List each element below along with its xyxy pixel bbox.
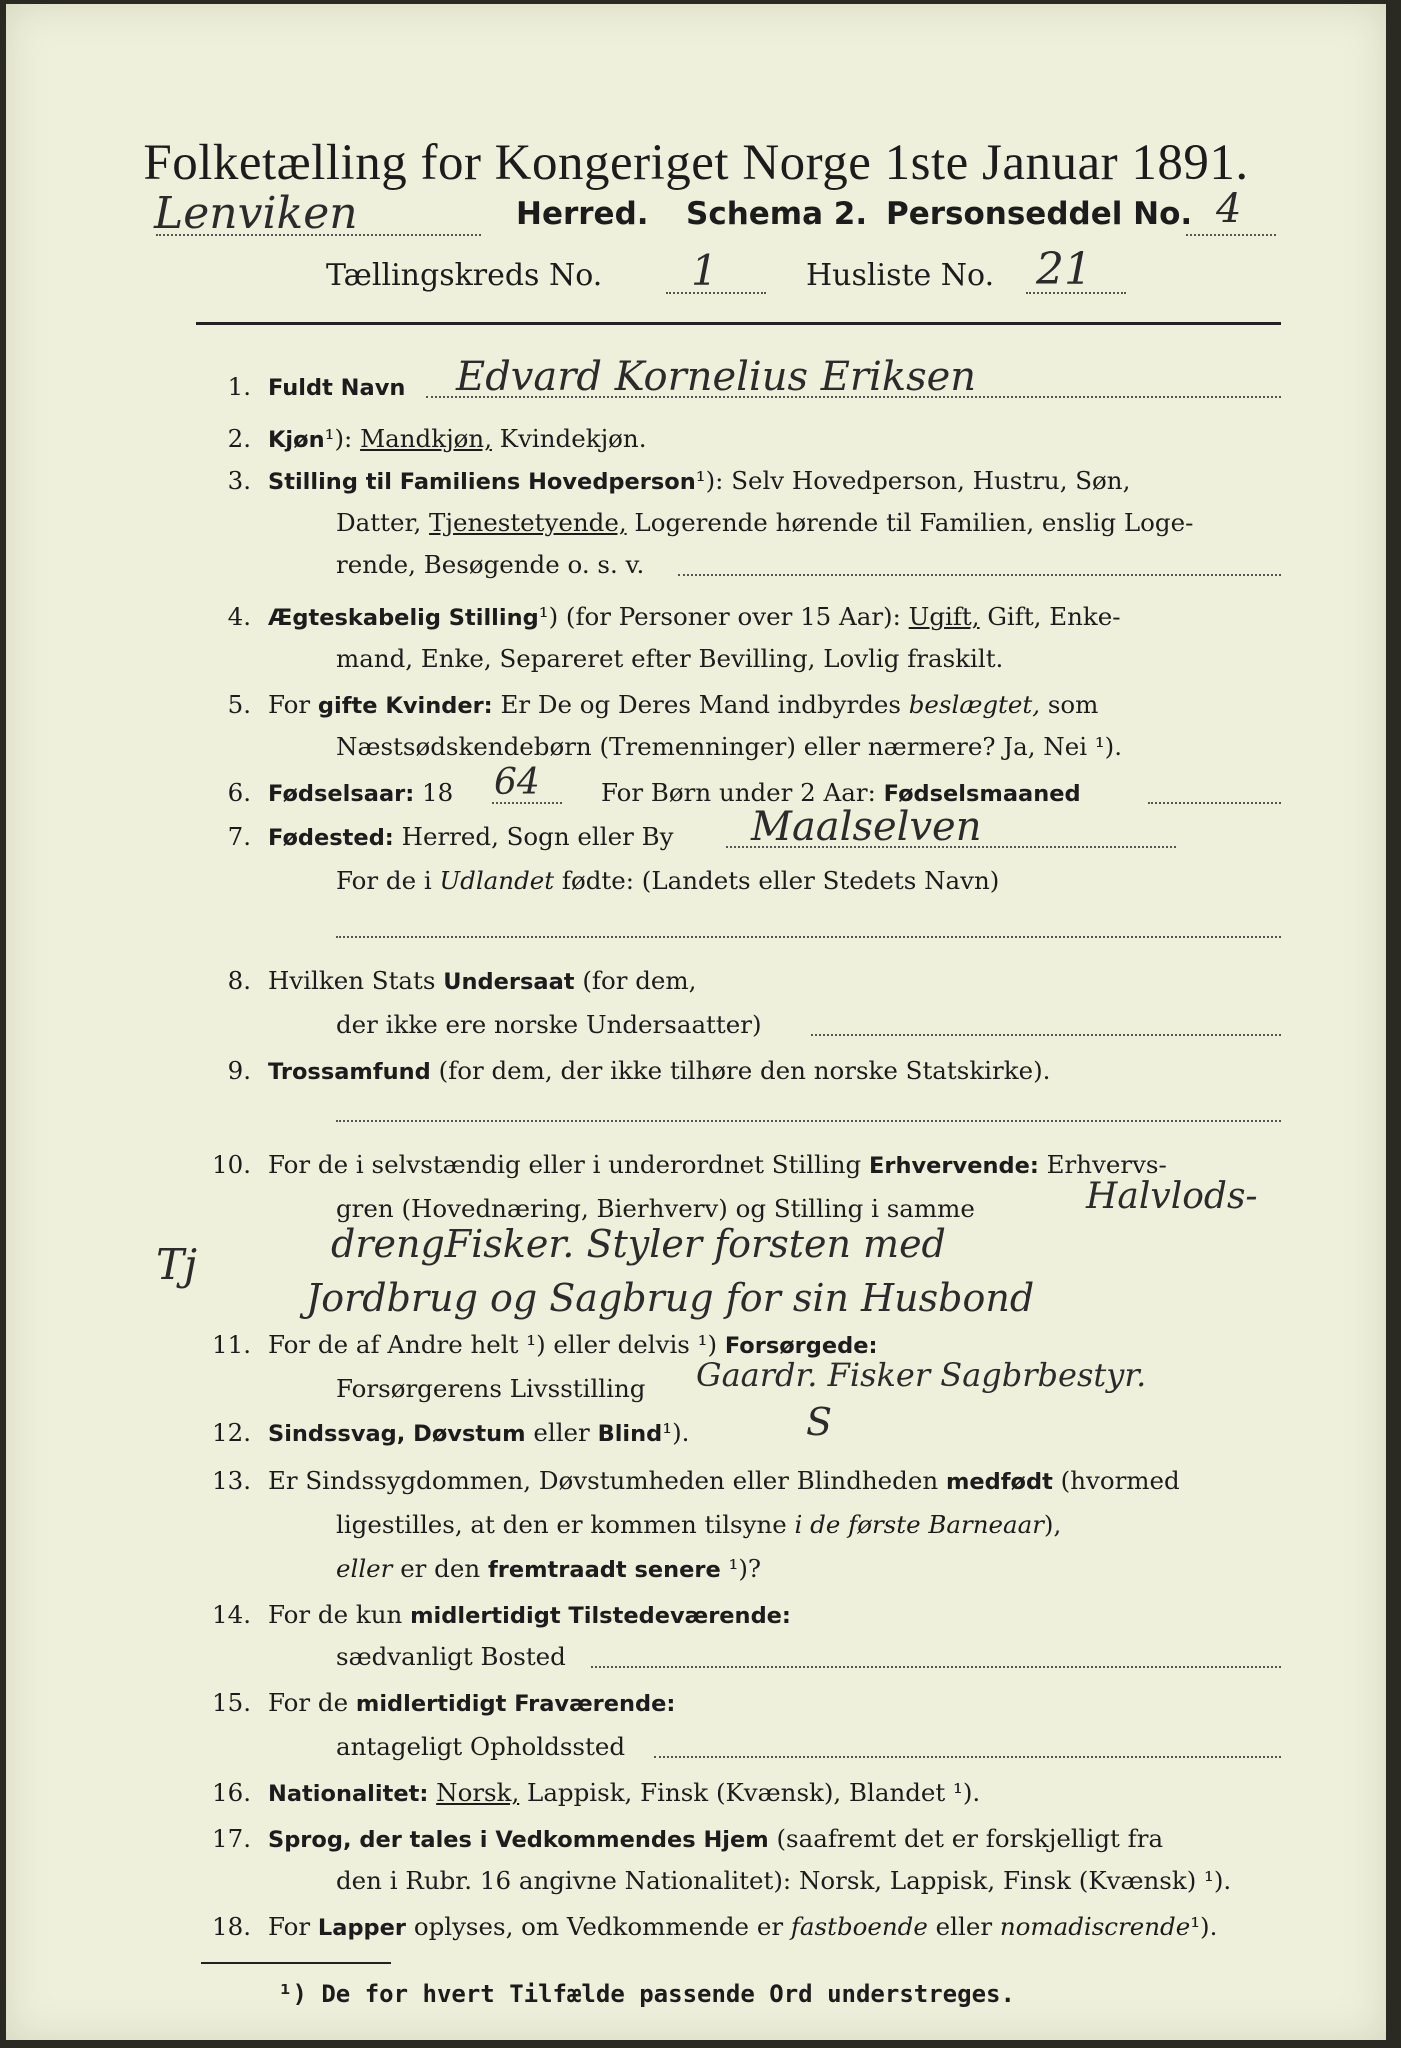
q1-label-text: Fuldt Navn xyxy=(268,375,406,401)
header-rule xyxy=(196,322,1281,325)
q17-line2: den i Rubr. 16 angivne Nationalitet): Norsk, Lappisk, Finsk (Kvænsk) ¹). xyxy=(336,1866,1232,1895)
q3-line2-rest: Logerende hørende til Familien, enslig Loge- xyxy=(634,508,1194,537)
q8-number: 8. xyxy=(227,966,251,995)
q2-number: 2. xyxy=(227,424,251,453)
q2-label: Kjøn xyxy=(268,427,325,453)
q11-label: Forsørgede: xyxy=(724,1333,878,1359)
q18-label: Lapper xyxy=(317,1915,407,1941)
q18-a: For xyxy=(268,1912,311,1941)
q2-option-kvindekjon: Kvindekjøn. xyxy=(499,424,647,453)
q17-line1 xyxy=(268,1824,1163,1853)
q13-line2: ligestilles, at den er kommen tilsyne i de første Barneaar), xyxy=(336,1510,1062,1539)
q13-line1 xyxy=(268,1466,1180,1495)
husliste-number: 21 xyxy=(1036,244,1092,295)
q16-number: 16. xyxy=(212,1778,251,1807)
q3-dotline xyxy=(678,574,1281,576)
q6-dotline xyxy=(492,802,562,804)
form-title: Folketælling for Kongeriget Norge 1ste Januar 1891. xyxy=(143,135,1249,191)
q15-line2: antageligt Opholdssted xyxy=(336,1732,625,1761)
q10-handwritten-3: Jordbrug og Sagbrug for sin Husbond xyxy=(306,1276,1035,1320)
q15-label: midlertidigt Fraværende: xyxy=(355,1691,676,1717)
q12-line1 xyxy=(268,1418,689,1447)
q9-label: Trossamfund xyxy=(268,1059,431,1085)
q18-end: ¹). xyxy=(1190,1912,1218,1941)
q3-line3: rende, Besøgende o. s. v. xyxy=(336,550,645,579)
schema-label: Schema 2. xyxy=(686,196,868,232)
q12-label2: Blind xyxy=(597,1421,663,1447)
q15-number: 15. xyxy=(212,1688,251,1717)
q17-rest: (saafremt det er forskjelligt fra xyxy=(776,1824,1164,1853)
q5-line2: Næstsødskendebørn (Tremenninger) eller nærmere? Ja, Nei ¹). xyxy=(336,732,1123,761)
q13-line3-b: fremtraadt senere xyxy=(487,1557,721,1583)
q10-margin-note: Tj xyxy=(156,1240,198,1289)
q6-label xyxy=(268,778,453,807)
q4-line2: mand, Enke, Separeret efter Bevilling, Lovlig fraskilt. xyxy=(336,644,1004,673)
q15-a: For de xyxy=(268,1688,349,1717)
personseddel-dotline xyxy=(1186,234,1276,236)
q8-label: Undersaat xyxy=(443,969,575,995)
herred-handwritten: Lenviken xyxy=(154,188,358,239)
q14-a: For de kun xyxy=(268,1600,403,1629)
footnote: ¹) De for hvert Tilfælde passende Ord understreges. xyxy=(278,1980,1015,2008)
q18-nomadiscrende: nomadiscrende xyxy=(999,1912,1191,1941)
q5-label: gifte Kvinder: xyxy=(317,693,493,719)
q10-handwritten-2: drengFisker. Styler forsten med xyxy=(331,1222,946,1266)
q14-dotline xyxy=(591,1666,1281,1668)
q13-line3 xyxy=(336,1554,761,1583)
q9-line1 xyxy=(268,1056,1050,1085)
q13-a: Er Sindssygdommen, Døvstumheden eller Blindheden xyxy=(268,1466,939,1495)
personseddel-label: Personseddel No. xyxy=(886,196,1193,232)
q16-rest: Lappisk, Finsk (Kvænsk), Blandet ¹). xyxy=(527,1778,981,1807)
q7-line2 xyxy=(336,866,999,895)
q13-line3-c: ¹)? xyxy=(728,1554,762,1583)
q5-for: For xyxy=(268,690,311,719)
q11-a: For de af Andre helt ¹) eller delvis ¹) xyxy=(268,1330,718,1359)
q6-dotline2 xyxy=(1148,802,1281,804)
q10-rest: Erhvervs- xyxy=(1046,1150,1167,1179)
q3-line2 xyxy=(336,508,1193,537)
header-line-kreds xyxy=(6,244,1386,302)
q7-label: Fødested: xyxy=(268,825,394,851)
q14-line1 xyxy=(268,1600,791,1629)
q16-option-norsk: Norsk, xyxy=(436,1778,520,1807)
q18-rest: oplyses, om Vedkommende er xyxy=(413,1912,784,1941)
q5-italic: beslægtet, xyxy=(908,690,1041,719)
kreds-number: 1 xyxy=(691,246,718,295)
q10-handwritten-1: Halvlods- xyxy=(1086,1176,1258,1217)
q4-rest2: Gift, Enke- xyxy=(987,602,1121,631)
q7-birthplace-handwritten: Maalselven xyxy=(751,804,982,850)
q7-line1 xyxy=(268,822,673,851)
q10-line1 xyxy=(268,1150,1167,1179)
q6-rest xyxy=(601,778,1081,807)
q10-line2: gren (Hovednæring, Bierhverv) og Stilling i samme xyxy=(336,1194,975,1223)
q2-option-mandkjon: Mandkjøn, xyxy=(360,424,492,453)
q10-a: For de i selvstændig eller i underordnet Stilling xyxy=(268,1150,862,1179)
husliste-label: Husliste No. xyxy=(806,258,995,293)
q13-label: medfødt xyxy=(945,1469,1053,1495)
q11-handwritten: Gaardr. Fisker Sagbrbestyr. xyxy=(696,1356,1147,1394)
q10-number: 10. xyxy=(212,1150,251,1179)
q3-datter: Datter, xyxy=(336,508,422,537)
q13-rest: (hvormed xyxy=(1060,1466,1180,1495)
q7-dotline2 xyxy=(336,936,1281,938)
q15-line1 xyxy=(268,1688,675,1717)
q2-sup: ¹): xyxy=(324,424,353,453)
q8-a: Hvilken Stats xyxy=(268,966,436,995)
q2-line xyxy=(268,424,646,453)
q6-label2: Fødselsmaaned xyxy=(883,781,1081,807)
q12-or: eller xyxy=(533,1418,590,1447)
q9-number: 9. xyxy=(227,1056,251,1085)
q17-label: Sprog, der tales i Vedkommendes Hjem xyxy=(268,1827,769,1853)
q4-number: 4. xyxy=(227,602,251,631)
q16-label: Nationalitet: xyxy=(268,1781,429,1807)
q18-fastboende: fastboende xyxy=(790,1912,928,1941)
q10-label: Erhvervende: xyxy=(869,1153,1039,1179)
q3-tjenestetyende: Tjenestetyende, xyxy=(429,508,627,537)
q8-dotline xyxy=(811,1034,1281,1036)
q1-name-handwritten: Edvard Kornelius Eriksen xyxy=(456,354,977,400)
herred-dotline xyxy=(156,234,481,236)
q8-line2: der ikke ere norske Undersaatter) xyxy=(336,1010,762,1039)
q1-number: 1. xyxy=(227,372,251,401)
q4-rest: ¹) (for Personer over 15 Aar): xyxy=(538,602,901,631)
q12-label: Sindssvag, Døvstum xyxy=(268,1421,526,1447)
q6-number: 6. xyxy=(227,778,251,807)
q3-label: Stilling til Familiens Hovedperson xyxy=(268,469,696,495)
q17-number: 17. xyxy=(212,1824,251,1853)
q18-number: 18. xyxy=(212,1912,251,1941)
kreds-dotline xyxy=(666,292,766,294)
header-line-herred xyxy=(146,186,1296,242)
footnote-rule xyxy=(201,1962,391,1964)
husliste-dotline xyxy=(1026,292,1126,294)
q5-rest: Er De og Deres Mand indbyrdes xyxy=(500,690,901,719)
q11-number: 11. xyxy=(212,1330,251,1359)
q8-line1 xyxy=(268,966,696,995)
q12-sup: ¹). xyxy=(662,1418,690,1447)
q1-label xyxy=(268,372,405,401)
kreds-label: Tællingskreds No. xyxy=(326,258,603,293)
q7-line2-a: For de i xyxy=(336,866,432,895)
q8-rest: (for dem, xyxy=(582,966,697,995)
q14-label: midlertidigt Tilstedeværende: xyxy=(410,1603,791,1629)
q7-number: 7. xyxy=(227,822,251,851)
q3-rest: ¹): Selv Hovedperson, Hustru, Søn, xyxy=(695,466,1131,495)
personseddel-number: 4 xyxy=(1216,186,1242,232)
q4-label: Ægteskabelig Stilling xyxy=(268,605,539,631)
q14-line2: sædvanligt Bosted xyxy=(336,1642,566,1671)
q6-label-text: Fødselsaar: xyxy=(268,781,415,807)
q11-line1 xyxy=(268,1330,878,1359)
q15-dotline xyxy=(654,1756,1281,1758)
q4-option-ugift: Ugift, xyxy=(908,602,980,631)
q18-line1 xyxy=(268,1912,1217,1941)
q3-line1 xyxy=(268,466,1130,495)
q6-prefix: 18 xyxy=(422,778,454,807)
q12-handwritten: S xyxy=(806,1400,833,1444)
q5-number: 5. xyxy=(227,690,251,719)
q13-line3-a: er den xyxy=(400,1554,481,1583)
q6-year-handwritten: 64 xyxy=(494,762,540,803)
q13-line2-a: ligestilles, at den er kommen tilsyne xyxy=(336,1510,787,1539)
q6-rest-text: For Børn under 2 Aar: xyxy=(601,778,876,807)
q7-rest: Herred, Sogn eller By xyxy=(401,822,674,851)
q13-eller: eller xyxy=(336,1554,393,1583)
herred-label: Herred. xyxy=(516,196,649,232)
q9-dotline xyxy=(336,1120,1281,1122)
q4-line1 xyxy=(268,602,1121,631)
q7-line2-b: fødte: (Landets eller Stedets Navn) xyxy=(561,866,1000,895)
q13-number: 13. xyxy=(212,1466,251,1495)
q7-udlandet: Udlandet xyxy=(439,866,555,895)
q12-number: 12. xyxy=(212,1418,251,1447)
census-form xyxy=(6,4,1386,2040)
q3-number: 3. xyxy=(227,466,251,495)
q9-rest: (for dem, der ikke tilhøre den norske Statskirke). xyxy=(438,1056,1051,1085)
q11-line2: Forsørgerens Livsstilling xyxy=(336,1374,646,1403)
q5-end: som xyxy=(1047,690,1099,719)
q5-line1 xyxy=(268,690,1098,719)
q13-line2-italic: i de første Barneaar xyxy=(794,1510,1044,1539)
q18-eller: eller xyxy=(935,1912,993,1941)
q14-number: 14. xyxy=(212,1600,251,1629)
q16-line1 xyxy=(268,1778,980,1807)
